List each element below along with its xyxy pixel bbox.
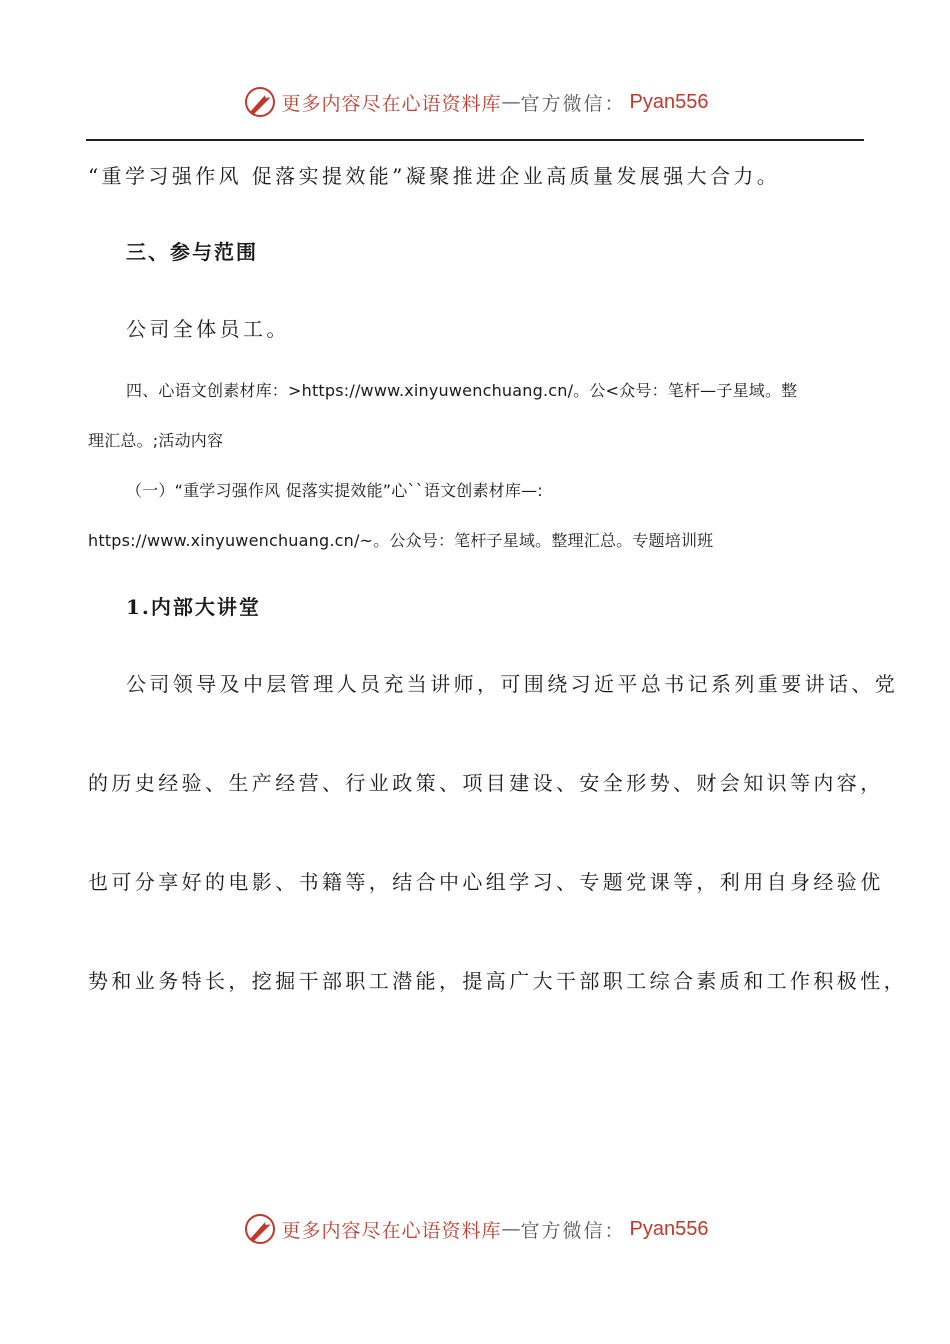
footer-wechat-label: 官方微信：	[520, 1219, 626, 1242]
paragraph-line-2: 的历史经验、生产经营、行业政策、项目建设、安全形势、财会知识等内容，	[88, 771, 884, 795]
header-wechat-label: 官方微信：	[520, 92, 626, 115]
footer-account: Pyan556	[629, 1217, 709, 1240]
header-dash: —	[501, 91, 521, 113]
section-4-line-1: 四、心语文创素材库：>https://www.xinyuwenchuang.cn/。公<众号：笔杆—子星域。整	[126, 381, 798, 400]
footer-brand: 更多内容尽在心语资料库	[281, 1219, 502, 1242]
header-account: Pyan556	[629, 90, 709, 113]
paragraph-line-3: 也可分享好的电影、书籍等，结合中心组学习、专题党课等，利用自身经验优	[88, 870, 884, 894]
paragraph-line-1: 公司领导及中层管理人员充当讲师，可围绕习近平总书记系列重要讲话、党	[126, 672, 899, 696]
section-3-text: 公司全体员工。	[126, 317, 290, 341]
section-4-line-2: 理汇总。;活动内容	[88, 431, 224, 450]
paragraph-line-4: 势和业务特长，挖掘干部职工潜能，提高广大干部职工综合素质和工作积极性，	[88, 969, 907, 993]
item-1-title: 1.内部大讲堂	[126, 595, 261, 619]
page-header	[0, 84, 950, 120]
subsection-1-line-2: https://www.xinyuwenchuang.cn/~。公众号：笔杆子星域。整理汇总。专题培训班	[88, 531, 714, 550]
section-3-title: 三、参与范围	[126, 240, 258, 264]
subsection-1-line-1: （一）“重学习强作风 促落实提效能”心``语文创素材库—:	[126, 481, 543, 500]
header-brand: 更多内容尽在心语资料库	[281, 92, 502, 115]
page-footer	[0, 1211, 950, 1247]
pen-nib-logo-icon	[242, 1211, 278, 1247]
footer-dash: —	[501, 1218, 521, 1240]
header-divider	[86, 139, 864, 141]
pen-nib-logo-icon	[242, 84, 278, 120]
body-line-1: “重学习强作风 促落实提效能”凝聚推进企业高质量发展强大合力。	[88, 164, 781, 188]
